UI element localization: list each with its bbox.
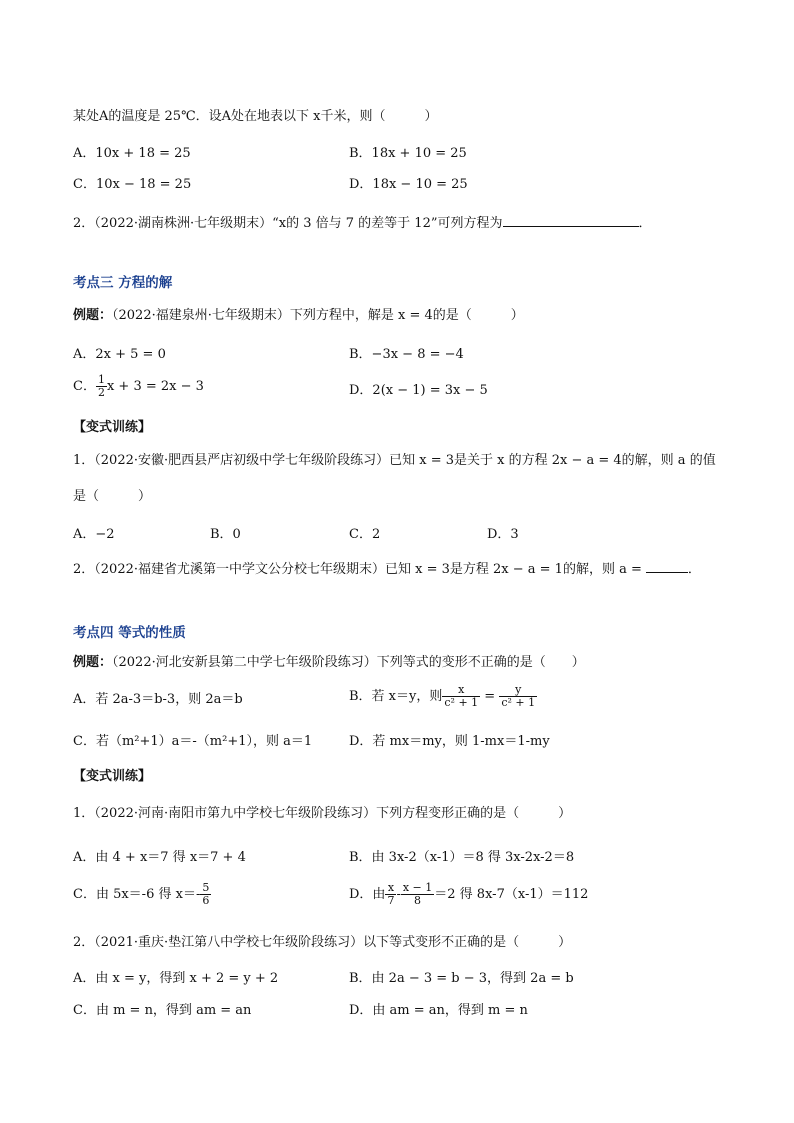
- s3-training-1-line-1: 1．（2022·安徽·肥西县严店初级中学七年级阶段练习）已知 x = 3是关于 x 的方程 2x − a = 4的解，则 a 的值: [73, 453, 716, 468]
- s3-option-a: A．2x + 5 = 0: [73, 347, 166, 362]
- option-b: B．18x + 10 = 25: [349, 146, 467, 161]
- option-c: C．10x − 18 = 25: [73, 177, 192, 192]
- numerator: y: [499, 684, 537, 697]
- s4-training-2: 2．（2021·重庆·垫江第八中学校七年级阶段练习）以下等式变形不正确的是（ ）: [73, 935, 572, 950]
- minus: -: [396, 887, 401, 902]
- numerator: x: [385, 882, 396, 895]
- s3-option-d: D．2(x − 1) = 3x − 5: [349, 383, 488, 398]
- option-c-prefix: C．: [73, 379, 96, 394]
- option-b-prefix: B．若 x＝y，则: [349, 689, 443, 704]
- s3-t1-option-b: B．0: [210, 527, 241, 542]
- question-2-text: 2．（2022·湖南株洲·七年级期末）“x的 3 倍与 7 的差等于 12”可列方程为: [73, 216, 503, 231]
- example-text: （2022·河北安新县第二中学七年级阶段练习）下列等式的变形不正确的是（ ）: [112, 655, 585, 670]
- option-d-suffix: ＝2 得 8x-7（x-1）＝112: [434, 887, 589, 902]
- s4-option-a: A．若 2a-3＝b-3，则 2a＝b: [73, 692, 243, 707]
- numerator: 5: [202, 881, 210, 894]
- option-d: D．18x − 10 = 25: [349, 177, 468, 192]
- example-label: 例题：: [73, 308, 113, 323]
- s4-t1-option-d: [349, 882, 588, 907]
- s3-option-b: B．−3x − 8 = −4: [349, 347, 464, 362]
- fraction: [96, 374, 107, 399]
- option-d-prefix: D．由: [349, 887, 386, 902]
- s4-t1-option-b: B．由 3x-2（x-1）＝8 得 3x-2x-2＝8: [349, 850, 575, 865]
- period: ．: [687, 562, 701, 577]
- equals: =: [480, 689, 500, 704]
- denominator: 2: [97, 386, 105, 399]
- fraction: [200, 882, 211, 907]
- s4-option-b: [349, 684, 537, 709]
- numerator: 1: [97, 373, 105, 386]
- s4-option-c: C．若（m²+1）a＝-（m²+1），则 a＝1: [73, 734, 313, 749]
- s3-t1-option-a: A．−2: [73, 527, 115, 542]
- denominator: 6: [202, 894, 210, 907]
- training-label-4: 【变式训练】: [73, 769, 152, 784]
- section-title-4: 考点四 等式的性质: [73, 625, 186, 641]
- fraction-2: [499, 684, 537, 709]
- option-c-suffix: x + 3 = 2x − 3: [106, 379, 204, 394]
- fraction-2: [401, 882, 434, 907]
- s4-t1-option-c: [73, 882, 211, 907]
- s4-t2-option-d: D．由 am = an，得到 m = n: [349, 1003, 528, 1018]
- fraction-1: [442, 684, 480, 709]
- question-intro-text: 某处A的温度是 25℃．设A处在地表以下 x千米，则（ ）: [73, 109, 438, 124]
- s4-t2-option-c: C．由 m = n，得到 am = an: [73, 1003, 252, 1018]
- s3-training-2-text: 2．（2022·福建省尤溪第一中学文公分校七年级期末）已知 x = 3是方程 2x − a = 1的解，则 a =: [73, 562, 642, 577]
- s3-t1-option-c: C．2: [349, 527, 381, 542]
- denominator: 7: [387, 894, 395, 907]
- denominator: c² + 1: [501, 696, 536, 709]
- numerator: x − 1: [402, 881, 433, 894]
- example-label: 例题：: [73, 655, 113, 670]
- s4-t1-option-a: A．由 4 + x＝7 得 x＝7 + 4: [73, 850, 246, 865]
- example-4: [73, 654, 585, 672]
- fraction-1: [385, 882, 396, 907]
- section-title-3: 考点三 方程的解: [73, 275, 173, 291]
- s4-option-d: D．若 mx＝my，则 1-mx＝1-my: [349, 734, 550, 749]
- answer-blank[interactable]: [646, 558, 688, 573]
- example-3: [73, 307, 524, 325]
- period: ．: [638, 216, 652, 231]
- training-label-3: 【变式训练】: [73, 420, 152, 435]
- s3-training-1-line-2: 是（ ）: [73, 489, 152, 504]
- s3-training-2: [73, 558, 701, 579]
- answer-blank[interactable]: [503, 212, 639, 227]
- question-2-top: [73, 212, 652, 233]
- option-a: A．10x + 18 = 25: [73, 146, 191, 161]
- numerator: x: [442, 684, 480, 697]
- option-c-prefix: C．由 5x＝-6 得 x＝-: [73, 887, 201, 902]
- s4-t2-option-b: B．由 2a − 3 = b − 3，得到 2a = b: [349, 971, 574, 986]
- s4-t2-option-a: A．由 x = y，得到 x + 2 = y + 2: [73, 971, 279, 986]
- denominator: c² + 1: [444, 696, 479, 709]
- s3-t1-option-d: D．3: [487, 527, 519, 542]
- s4-training-1: 1．（2022·河南·南阳市第九中学校七年级阶段练习）下列方程变形正确的是（ ）: [73, 806, 572, 821]
- denominator: 8: [414, 894, 422, 907]
- s3-option-c: [73, 374, 204, 399]
- example-text: （2022·福建泉州·七年级期末）下列方程中，解是 x = 4的是（ ）: [112, 308, 524, 323]
